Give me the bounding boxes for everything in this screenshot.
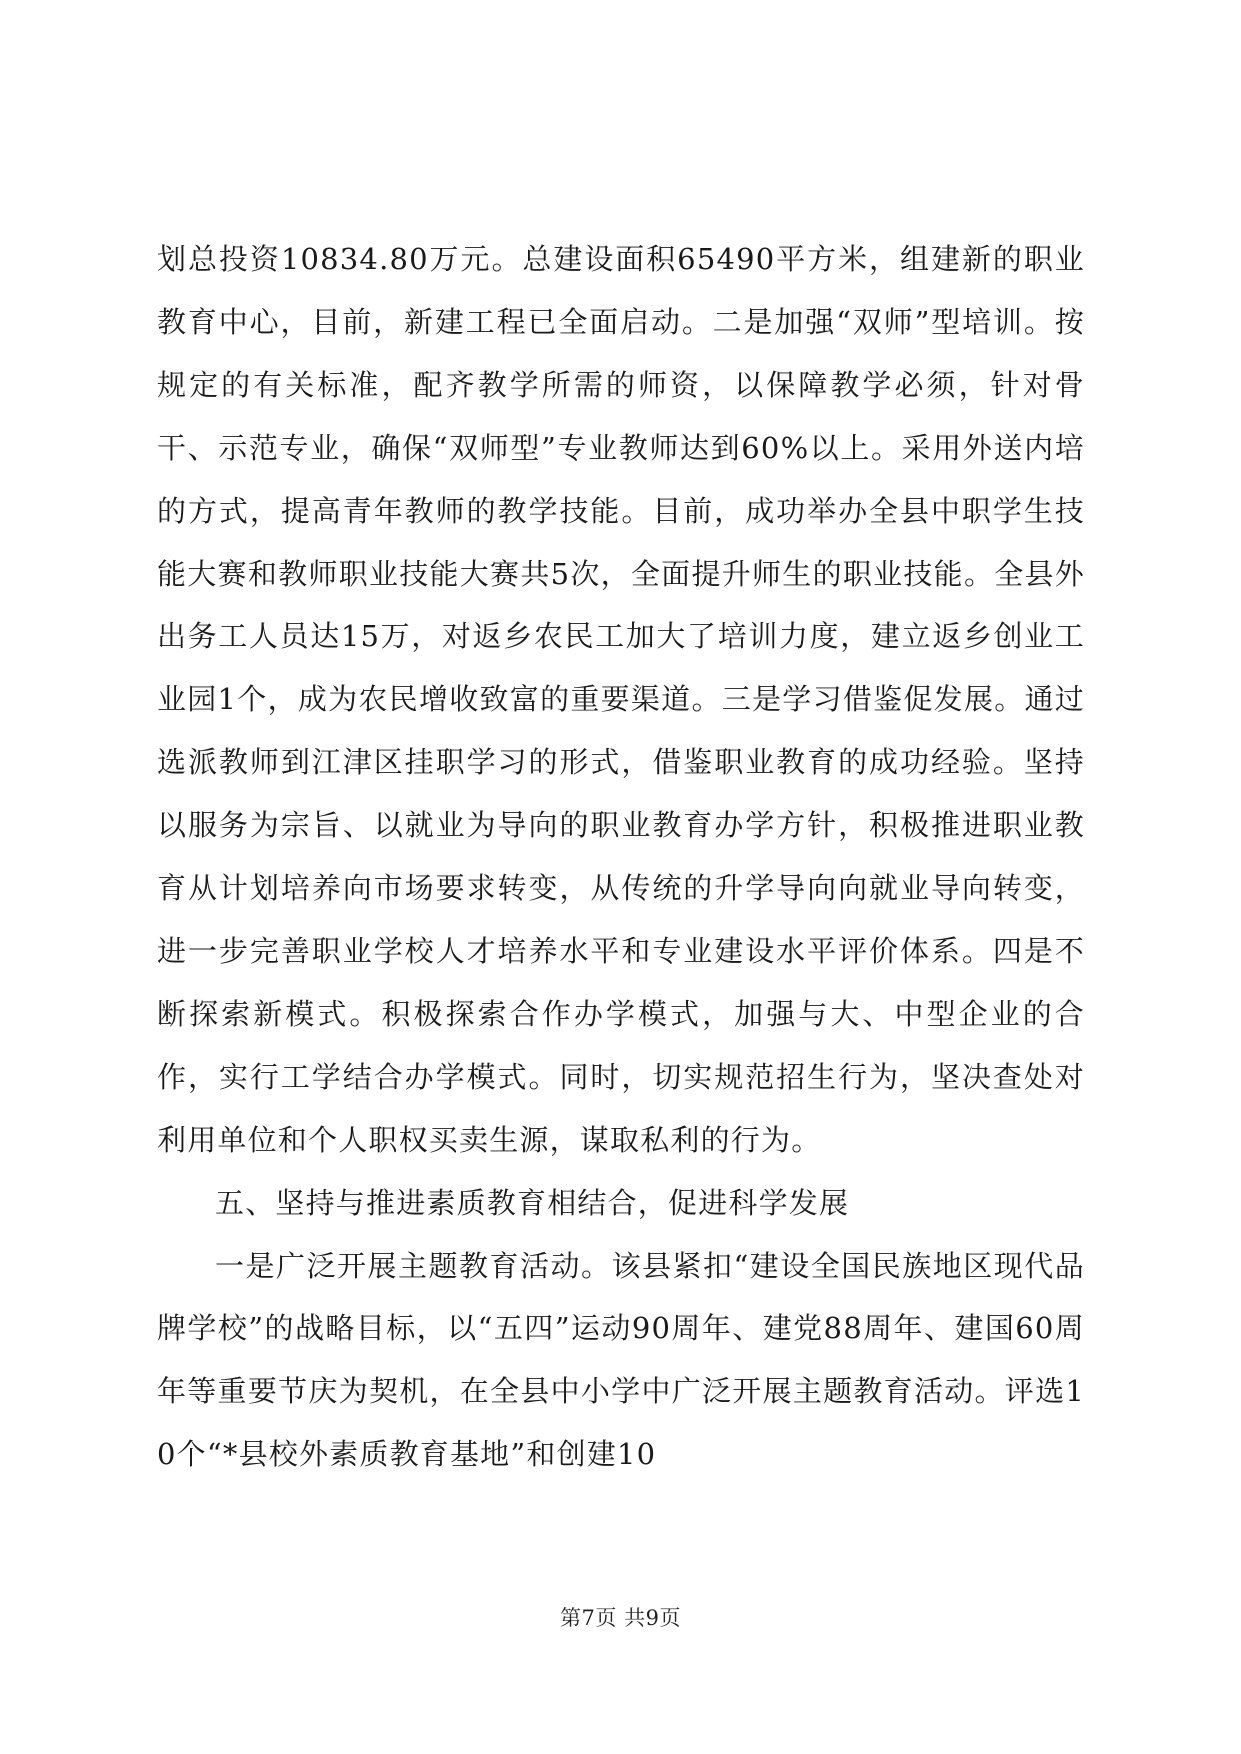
paragraph-continuation: 划总投资10834.80万元。总建设面积65490平方米，组建新的职业教育中心，目前，新建工程已全面启动。二是加强“双师”型培训。按规定的有关标准，配齐教学所需的师资，以保障教学必须，针对骨干、示范专业，确保“双师型”专业教师达到60%以上。采用外送内培的方式，提高青年教师的教学技能。目前，成功举办全县中职学生技能大赛和教师职业技能大赛共5次，全面提升师生的职业技能。全县外出务工人员达15万，对返乡农民工加大了培训力度，建立返乡创业工业园1个，成为农民增收致富的重要渠道。三是学习借鉴促发展。通过选派教师到江津区挂职学习的形式，借鉴职业教育的成功经验。坚持以服务为宗旨、以就业为导向的职业教育办学方针，积极推进职业教育从计划培养向市场要求转变，从传统的升学导向向就业导向转变，进一步完善职业学校人才培养水平和专业建设水平评价体系。四是不断探索新模式。积极探索合作办学模式，加强与大、中型企业的合作，实行工学结合办学模式。同时，切实规范招生行为，坚决查处对利用单位和个人职权买卖生源，谋取私利的行为。: [157, 242, 1085, 1157]
page-number: 第7页 共9页: [560, 1606, 681, 1630]
paragraph: 一是广泛开展主题教育活动。该县紧扣“建设全国民族地区现代品牌学校”的战略目标，以“五四”运动90周年、建党88周年、建国60周年等重要节庆为契机，在全县中小学中广泛开展主题教育活动。评选10个“*县校外素质教育基地”和创建10: [157, 1248, 1085, 1472]
section-heading: 五、坚持与推进素质教育相结合，促进科学发展: [215, 1185, 850, 1220]
body-text: [157, 228, 1085, 1486]
